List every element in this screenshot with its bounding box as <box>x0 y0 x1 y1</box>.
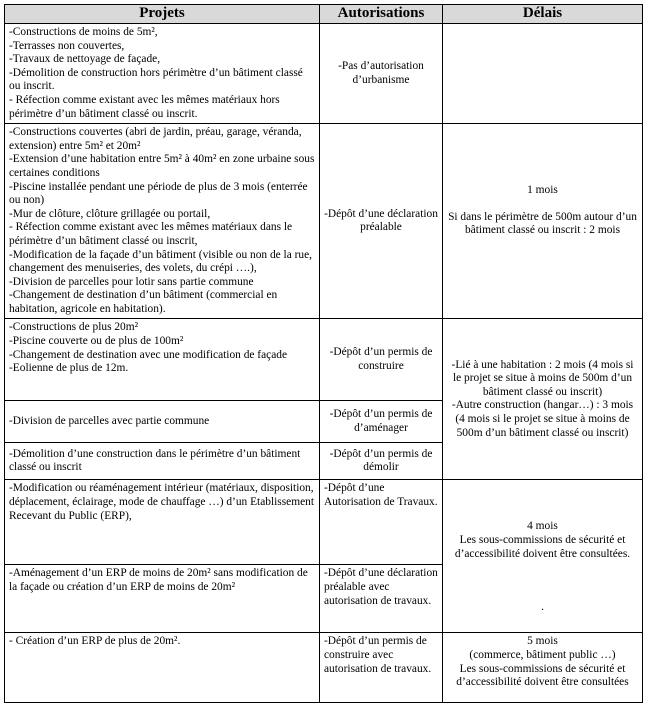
projet-item: -Modification de la façade d’un bâtiment (visible ou non de la rue, changement des menuiseries, des volets, du crépi ….), <box>9 248 315 275</box>
projet-item: -Travaux de nettoyage de façade, <box>9 53 161 66</box>
autorisation-cell <box>320 319 443 401</box>
delai-cell <box>443 633 643 703</box>
table-row <box>5 24 643 124</box>
table-row <box>5 633 643 703</box>
projets-cell <box>5 633 320 703</box>
projets-cell <box>5 401 320 443</box>
projet-item: -Piscine installée pendant une période de plus de 3 mois (enterrée ou non) <box>9 180 311 207</box>
projets-cell <box>5 565 320 633</box>
autorisation-text: -Dépôt d’une déclaration préalable <box>324 207 438 234</box>
authorization-table <box>4 4 643 703</box>
delai-text: -Lié à une habitation : 2 mois (4 mois si le projet se situe à moins de 500m d’un bâtiment classé ou inscrit) <box>451 358 637 398</box>
autorisation-text: -Dépôt d’une déclaration préalable avec autorisation de travaux. <box>324 567 438 607</box>
table-row <box>5 124 643 319</box>
projet-item: -Piscine couverte ou de plus de 100m² <box>9 335 184 348</box>
projet-item: -Constructions couvertes (abri de jardin, préau, garage, véranda, extension) entre 5m² et 20m² <box>9 126 305 152</box>
delai-text: Si dans le périmètre de 500m autour d’un bâtiment classé ou inscrit : 2 mois <box>448 210 640 237</box>
projet-item: -Démolition d’une construction dans le périmètre d’un bâtiment classé ou inscrit <box>9 447 304 474</box>
delai-cell-empty <box>443 24 643 124</box>
table-row <box>5 480 643 565</box>
delai-text: Les sous-commissions de sécurité et d’accessibilité doivent être consultées <box>456 662 629 689</box>
autorisation-text: -Pas d’autorisation d’urbanisme <box>338 59 424 86</box>
table-row <box>5 319 643 401</box>
autorisation-cell <box>320 443 443 480</box>
projet-item: -Extension d’une habitation entre 5m² à 40m² en zone urbaine sous certaines conditions <box>9 153 318 179</box>
delai-text: (commerce, bâtiment public …) <box>469 649 616 662</box>
autorisation-cell <box>320 24 443 124</box>
header-projets: Projets <box>5 5 320 24</box>
projets-cell <box>5 443 320 480</box>
projet-item: -Division de parcelles avec partie commune <box>9 415 210 428</box>
spacer <box>447 198 638 211</box>
projet-item: -Terrasses non couvertes, <box>9 39 125 52</box>
autorisation-cell <box>320 124 443 319</box>
projet-item: - Réfection comme existant avec les mêmes matériaux dans le périmètre d’un bâtiment classé ou inscrit, <box>9 221 295 247</box>
header-autorisations: Autorisations <box>320 5 443 24</box>
projet-item: -Mur de clôture, clôture grillagée ou portail, <box>9 207 211 220</box>
projet-item: -Aménagement d’un ERP de moins de 20m² sans modification de la façade ou création d’un ERP de moins de 20m² <box>9 567 311 594</box>
projet-item: -Division de parcelles pour lotir sans partie commune <box>9 275 254 288</box>
header-delais: Délais <box>443 5 643 24</box>
autorisation-cell <box>320 480 443 565</box>
delai-cell <box>443 480 643 633</box>
autorisation-cell <box>320 633 443 703</box>
autorisation-text: -Dépôt d’une Autorisation de Travaux. <box>324 482 438 509</box>
projet-item: - Création d’un ERP de plus de 20m². <box>9 635 181 648</box>
projet-item: -Constructions de plus 20m² <box>9 321 139 334</box>
autorisation-cell <box>320 401 443 443</box>
projet-item: -Démolition de construction hors périmètre d’un bâtiment classé ou inscrit. <box>9 66 306 93</box>
autorisation-cell <box>320 565 443 633</box>
projets-cell <box>5 319 320 401</box>
projets-cell <box>5 124 320 319</box>
delai-text: 4 mois <box>527 520 558 533</box>
delai-text: . <box>541 601 544 614</box>
projet-item: - Réfection comme existant avec les mêmes matériaux hors périmètre d’un bâtiment classé ou inscrit. <box>9 93 283 120</box>
header-row <box>5 5 643 24</box>
spacer <box>447 561 638 601</box>
delai-text: 1 mois <box>527 184 558 197</box>
autorisation-text: -Dépôt d’un permis de construire avec autorisation de travaux. <box>324 635 432 675</box>
delai-cell <box>443 319 643 480</box>
projet-item: -Modification ou réaménagement intérieur (matériaux, disposition, déplacement, éclairage, mode de chauffage …) d’un Etablissement Recevant du Public (ERP), <box>9 482 317 522</box>
autorisation-text: -Dépôt d’un permis de construire <box>329 346 433 372</box>
projets-cell <box>5 480 320 565</box>
projet-item: -Changement de destination d’un bâtiment (commercial en habitation, agricole en habitation). <box>9 289 281 315</box>
delai-cell <box>443 124 643 319</box>
delai-text: 5 mois <box>527 635 558 648</box>
projet-item: -Constructions de moins de 5m², <box>9 26 158 38</box>
projet-item: -Changement de destination avec une modification de façade <box>9 348 288 361</box>
autorisation-text: -Dépôt d’un permis de démolir <box>329 447 433 474</box>
projets-cell <box>5 24 320 124</box>
autorisation-text: -Dépôt d’un permis de d’aménager <box>329 408 433 434</box>
delai-text: -Autre construction (hangar…) : 3 mois (4 mois si le projet se situe à moins de 500m d’un bâtiment classé ou inscrit) <box>451 399 636 439</box>
delai-text: Les sous-commissions de sécurité et d’accessibilité doivent être consultées. <box>454 534 631 560</box>
projet-item: -Eolienne de plus de 12m. <box>9 362 129 375</box>
